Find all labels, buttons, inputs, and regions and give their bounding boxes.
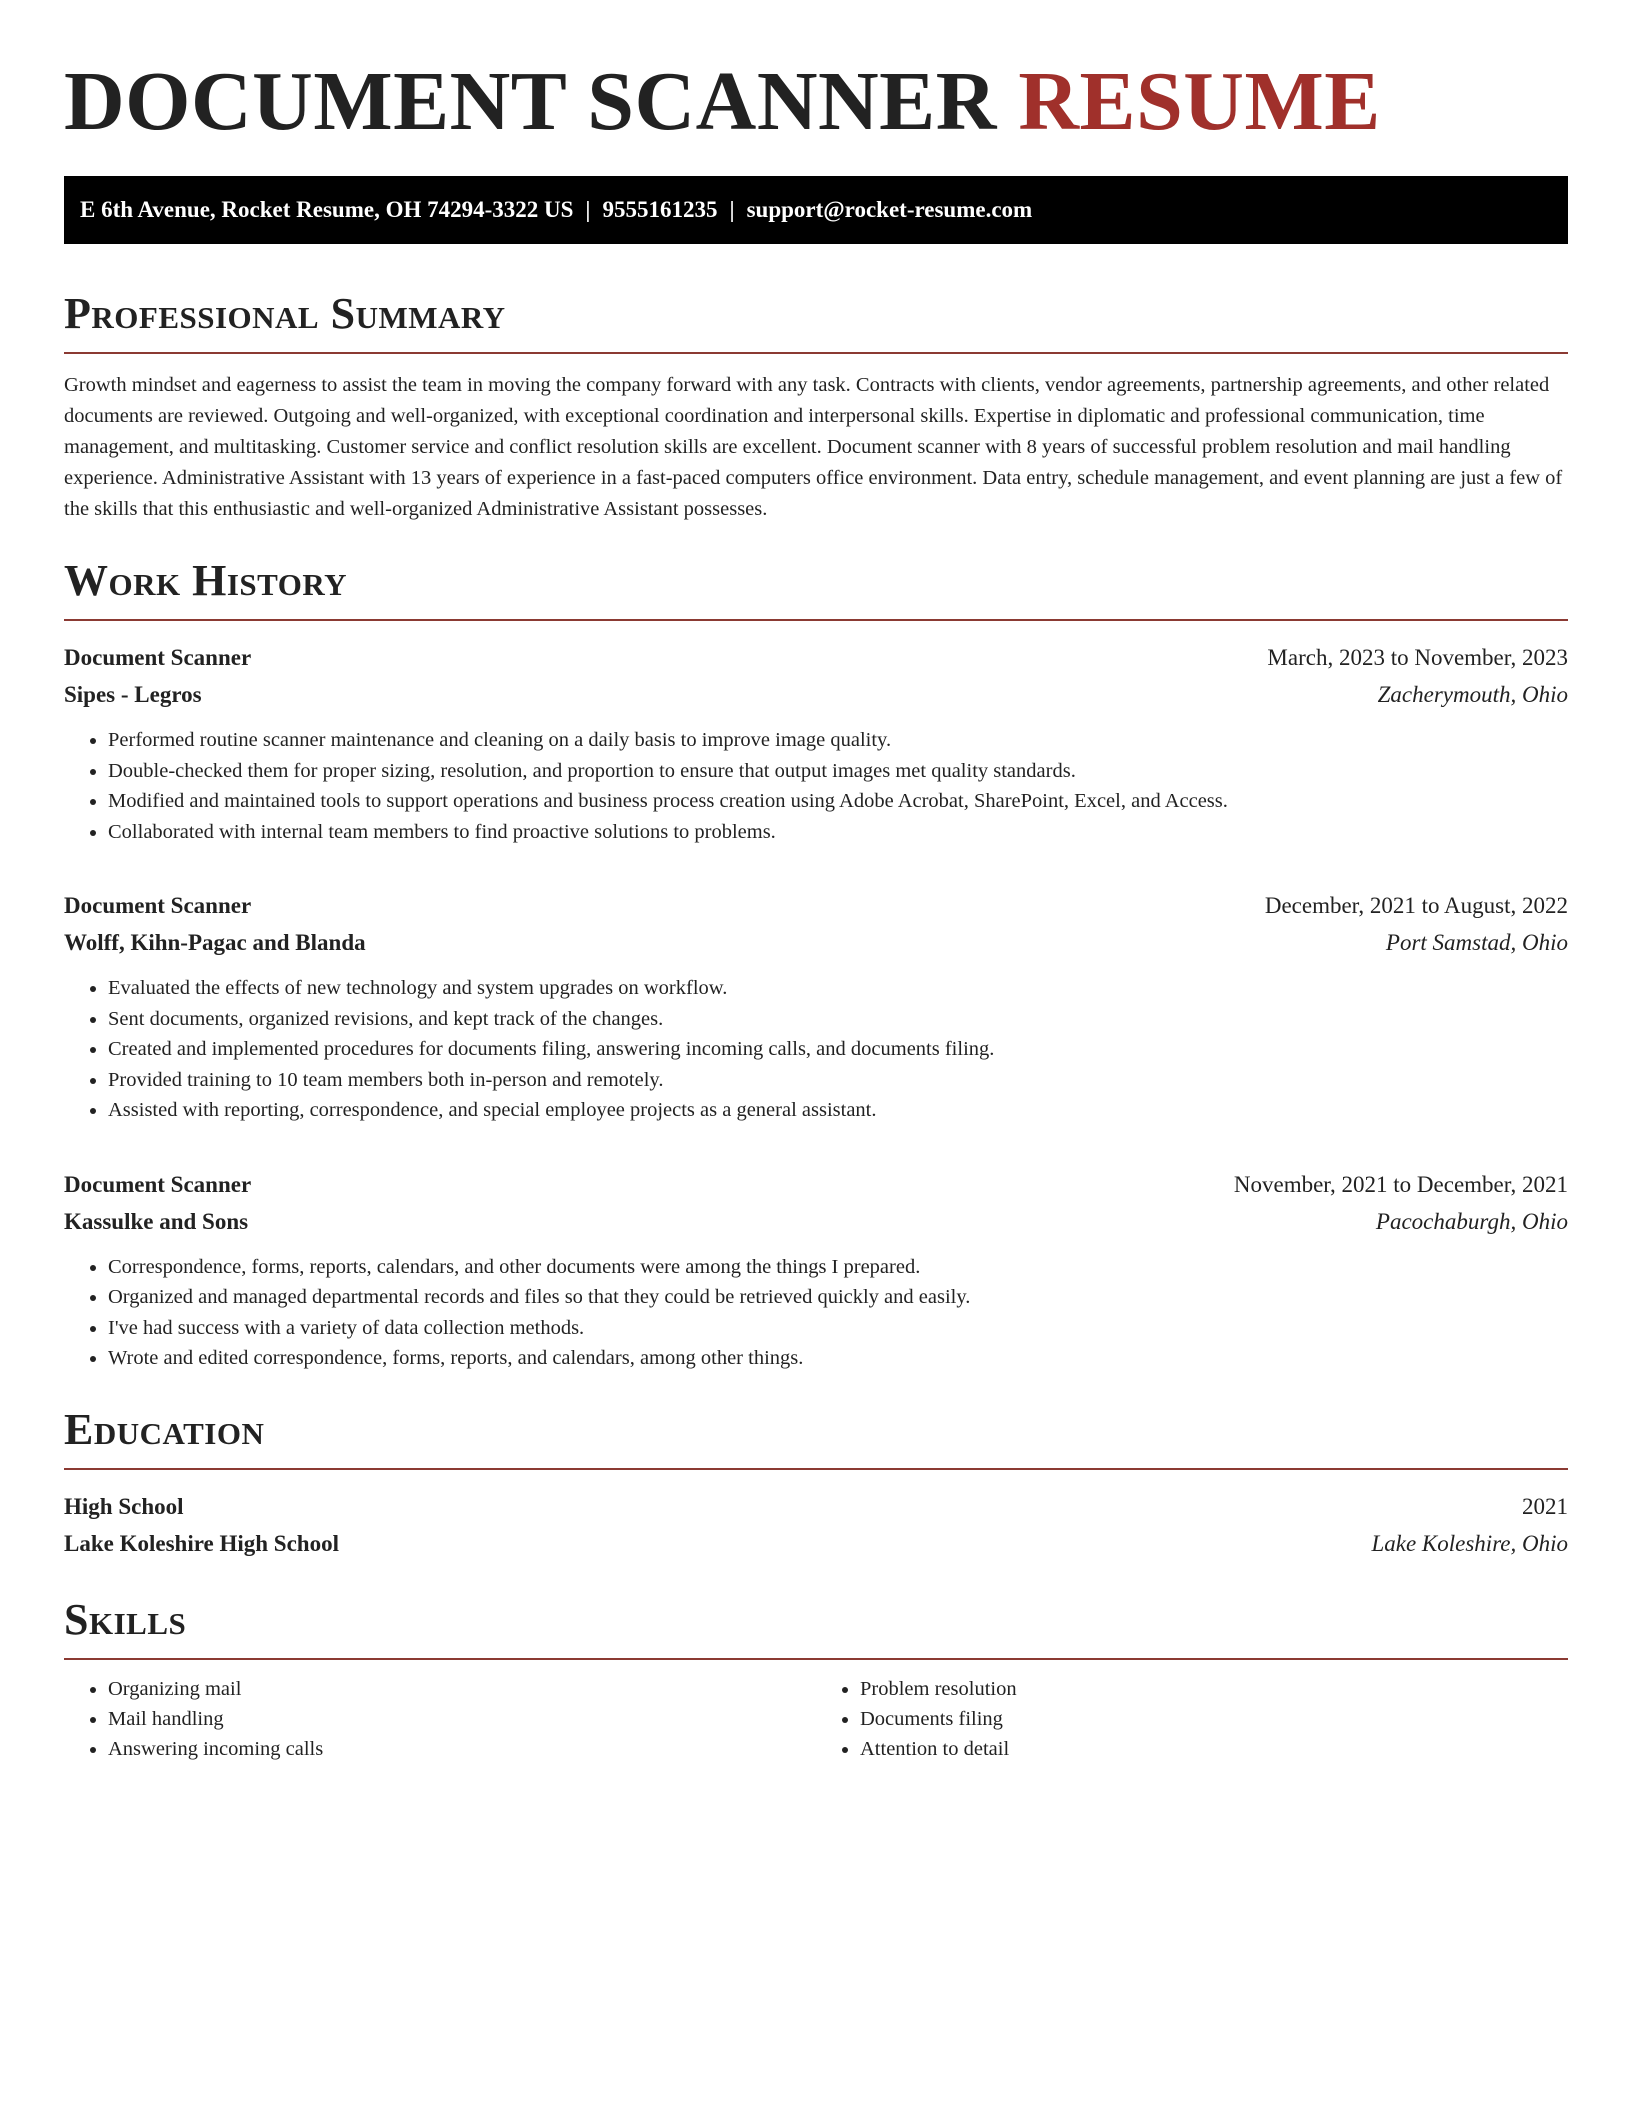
job-bullet: • Performed routine scanner maintenance and cleaning on a daily basis to improve image quality. xyxy=(108,725,1568,756)
job-bullet: • Evaluated the effects of new technology and system upgrades on workflow. xyxy=(108,973,1568,1004)
job-bullets xyxy=(64,973,1568,1126)
job-entry xyxy=(64,639,1568,847)
skills-section xyxy=(64,1592,1568,1764)
title-accent: RESUME xyxy=(1018,55,1381,148)
job-bullet: • Provided training to 10 team members both in-person and remotely. xyxy=(108,1065,1568,1096)
job-bullet: • Created and implemented procedures for documents filing, answering incoming calls, and documents filing. xyxy=(108,1034,1568,1065)
section-divider xyxy=(64,1658,1568,1660)
skills-heading: Skills xyxy=(64,1594,187,1644)
skill-item: • Problem resolution xyxy=(860,1674,1568,1704)
skill-item: • Documents filing xyxy=(860,1704,1568,1734)
contact-address: E 6th Avenue, Rocket Resume, OH 74294-3322 US xyxy=(80,197,574,222)
job-bullet: • Modified and maintained tools to support operations and business process creation using Adobe Acrobat, SharePoint, Excel, and Access. xyxy=(108,786,1568,817)
job-company-row xyxy=(64,924,1568,961)
job-bullet: • I've had success with a variety of data collection methods. xyxy=(108,1313,1568,1344)
job-bullets xyxy=(64,1252,1568,1374)
education-school: Lake Koleshire High School xyxy=(64,1530,339,1556)
job-location: Zacherymouth, Ohio xyxy=(1377,682,1568,707)
section-divider xyxy=(64,352,1568,354)
job-dates: December, 2021 to August, 2022 xyxy=(1264,893,1568,918)
summary-heading: Professional Summary xyxy=(64,289,506,338)
job-bullet: • Organized and managed departmental records and files so that they could be retrieved quickly and easily. xyxy=(108,1282,1568,1313)
job-dates: November, 2021 to December, 2021 xyxy=(1233,1171,1568,1197)
job-location: Pacochaburgh, Ohio xyxy=(1375,1208,1568,1234)
skills-grid xyxy=(64,1674,1568,1764)
job-bullet: • Sent documents, organized revisions, and kept track of the changes. xyxy=(108,1004,1568,1035)
job-title: Document Scanner xyxy=(64,1171,252,1197)
summary-text: Growth mindset and eagerness to assist the team in moving the company forward with any task. Contracts with clients, vendor agreements, partnership agreements, and other related documents are reviewed. Outgoing and well-organized, with exceptional coordination and interpersonal skills. Expertise in diplomatic and professional communication, time management, and multitasking. Customer service and conflict resolution skills are excellent. Document scanner with 8 years of successful problem resolution and mail handling experience. Administrative Assistant with 13 years of experience in a fast-paced computers office environment. Data entry, schedule management, and event planning are just a few of the skills that this enthusiastic and well-organized Administrative Assistant possesses. xyxy=(64,374,1563,520)
education-school-row xyxy=(64,1525,1568,1562)
skill-item: • Mail handling xyxy=(108,1704,816,1734)
contact-separator: | xyxy=(585,197,591,222)
education-degree: High School xyxy=(64,1493,184,1519)
education-location: Lake Koleshire, Ohio xyxy=(1371,1530,1568,1556)
job-location: Port Samstad, Ohio xyxy=(1385,930,1568,955)
job-title: Document Scanner xyxy=(64,893,252,918)
education-heading: Education xyxy=(64,1404,265,1454)
job-company-row xyxy=(64,676,1568,713)
skill-item: • Answering incoming calls xyxy=(108,1734,816,1764)
job-company: Wolff, Kihn-Pagac and Blanda xyxy=(64,930,366,955)
job-company-row xyxy=(64,1203,1568,1240)
job-title-row xyxy=(64,1166,1568,1203)
contact-bar xyxy=(64,176,1568,244)
education-entry xyxy=(64,1488,1568,1562)
contact-separator: | xyxy=(729,197,735,222)
work-history-heading: Work History xyxy=(64,556,348,605)
summary-section xyxy=(64,286,1568,525)
skills-column-right xyxy=(816,1674,1568,1764)
section-divider xyxy=(64,619,1568,621)
education-degree-row xyxy=(64,1488,1568,1525)
contact-email[interactable]: support@rocket-resume.com xyxy=(746,197,1033,222)
job-bullet: • Wrote and edited correspondence, forms, reports, and calendars, among other things. xyxy=(108,1343,1568,1374)
contact-phone: 9555161235 xyxy=(602,197,718,222)
job-company: Kassulke and Sons xyxy=(64,1208,249,1234)
job-bullet: • Collaborated with internal team members to find proactive solutions to problems. xyxy=(108,817,1568,848)
job-bullet: • Double-checked them for proper sizing, resolution, and proportion to ensure that output images met quality standards. xyxy=(108,756,1568,787)
skill-item: • Organizing mail xyxy=(108,1674,816,1704)
job-entry xyxy=(64,1166,1568,1374)
education-section xyxy=(64,1402,1568,1562)
job-company: Sipes - Legros xyxy=(64,682,202,707)
skill-item: • Attention to detail xyxy=(860,1734,1568,1764)
job-title-row xyxy=(64,639,1568,676)
job-bullets xyxy=(64,725,1568,847)
work-history-section xyxy=(64,553,1568,1374)
skills-column-left xyxy=(64,1674,816,1764)
job-entry xyxy=(64,887,1568,1126)
title-main: DOCUMENT SCANNER xyxy=(64,55,997,148)
job-title: Document Scanner xyxy=(64,645,252,670)
job-title-row xyxy=(64,887,1568,924)
education-year: 2021 xyxy=(1522,1493,1568,1519)
job-bullet: • Correspondence, forms, reports, calendars, and other documents were among the things I prepared. xyxy=(108,1252,1568,1283)
section-divider xyxy=(64,1468,1568,1470)
job-bullet: • Assisted with reporting, correspondence, and special employee projects as a general assistant. xyxy=(108,1095,1568,1126)
resume-title xyxy=(64,52,1568,152)
job-dates: March, 2023 to November, 2023 xyxy=(1267,645,1568,670)
